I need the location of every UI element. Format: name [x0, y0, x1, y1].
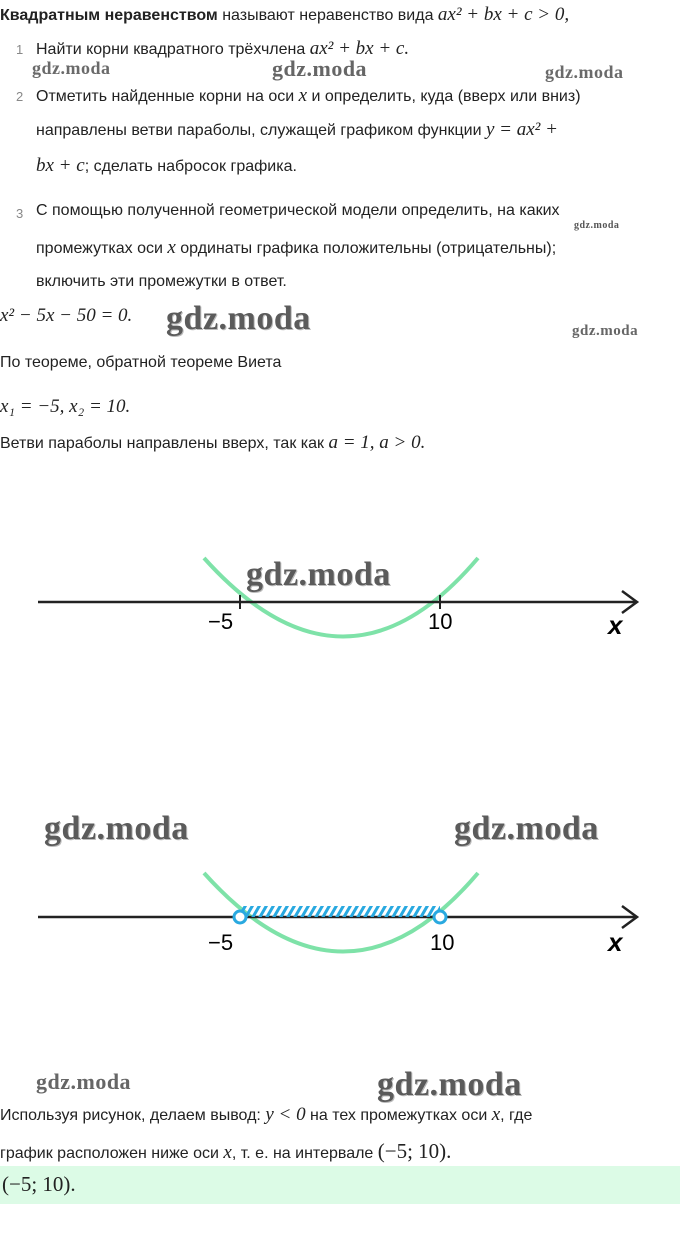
step-3-text-b: промежутках оси	[36, 240, 168, 257]
axis-label: x	[608, 610, 623, 640]
root-1-label: −5	[208, 930, 234, 955]
step-3-number: 3	[16, 206, 24, 221]
answer-box	[0, 1166, 680, 1204]
parabola-sketch-2	[0, 855, 680, 965]
answer-value: (−5; 10).	[2, 1172, 76, 1196]
watermark: gdz.moda	[574, 220, 620, 231]
conclusion-line-1	[0, 1104, 532, 1126]
step-3-line-2	[36, 237, 556, 259]
watermark: gdz.moda	[377, 1066, 522, 1103]
conclusion-formula-3: x	[223, 1142, 232, 1163]
conclusion-line-2	[0, 1139, 451, 1164]
step-2-formula: y = ax² +	[485, 119, 558, 140]
interval-hatch	[240, 906, 440, 917]
step-2-text-a: Отметить найденные корни на оси	[36, 88, 299, 105]
step-2-formula-cont: bx + c	[36, 155, 85, 176]
branches-formula: a = 1, a > 0.	[328, 432, 426, 453]
step-1-label: Найти корни квадратного трёхчлена	[36, 41, 310, 58]
step-2-var: x	[298, 85, 308, 106]
step-3-var: x	[167, 237, 176, 258]
step-2-line-3	[36, 155, 297, 177]
step-3-line-3	[36, 273, 287, 291]
watermark: gdz.moda	[246, 556, 391, 593]
watermark: gdz.moda	[272, 56, 368, 81]
branches-text: Ветви параболы направлены вверх, так как	[0, 435, 329, 452]
intro-bold: Квадратным неравенством	[0, 7, 218, 24]
watermark: gdz.moda	[44, 810, 189, 847]
watermark: gdz.moda	[545, 62, 624, 82]
conclusion-text-a: Используя рисунок, делаем вывод:	[0, 1107, 266, 1124]
root-2-label: 10	[428, 609, 453, 634]
intro-line	[0, 4, 569, 26]
axis-label: x	[608, 927, 623, 957]
equation: x² − 5x − 50 = 0.	[0, 305, 133, 326]
roots: x₁ = −5, x₂ = 10.	[0, 396, 131, 417]
intro-text: называют неравенство вида	[217, 7, 438, 24]
step-2-text-b: и определить, куда (вверх или вниз)	[307, 88, 581, 105]
open-point-root-2	[434, 911, 446, 923]
conclusion-text-e: , т. е. на интервале	[231, 1145, 378, 1162]
conclusion-formula-1: y < 0	[265, 1104, 306, 1125]
step-3-text-d: включить эти промежутки в ответ.	[36, 273, 287, 290]
branches-line	[0, 432, 425, 454]
intro-formula: ax² + bx + c > 0,	[437, 4, 570, 25]
watermark: gdz.moda	[166, 300, 311, 337]
step-3-text-c: ординаты графика положительны (отрицательны);	[175, 240, 557, 257]
watermark: gdz.moda	[572, 323, 639, 339]
step-2-line-2	[36, 119, 558, 141]
conclusion-text-c: , где	[500, 1107, 533, 1124]
step-2-text-d: ; сделать набросок графика.	[84, 158, 297, 175]
step-2-line-1	[36, 85, 581, 107]
root-1-label: −5	[208, 609, 234, 634]
step-2-number: 2	[16, 89, 24, 104]
step-3-line-1	[36, 202, 560, 220]
step-3-text-a: С помощью полученной геометрической модели определить, на каких	[36, 202, 560, 219]
conclusion-formula-2: x	[491, 1104, 501, 1125]
root-2-label: 10	[430, 930, 455, 955]
step-1-number: 1	[16, 42, 24, 57]
watermark: gdz.moda	[454, 810, 599, 847]
open-point-root-1	[234, 911, 246, 923]
vieta-text: По теореме, обратной теореме Виета	[0, 354, 282, 371]
conclusion-text-d: график расположен ниже оси	[0, 1145, 224, 1162]
step-1-formula: ax² + bx + c.	[309, 38, 410, 59]
conclusion-text-b: на тех промежутках оси	[305, 1107, 492, 1124]
watermark: gdz.moda	[32, 58, 111, 78]
step-2-text-c: направлены ветви параболы, служащей графиком функции	[36, 122, 486, 139]
watermark: gdz.moda	[36, 1069, 132, 1094]
conclusion-formula-4: (−5; 10).	[377, 1139, 452, 1163]
